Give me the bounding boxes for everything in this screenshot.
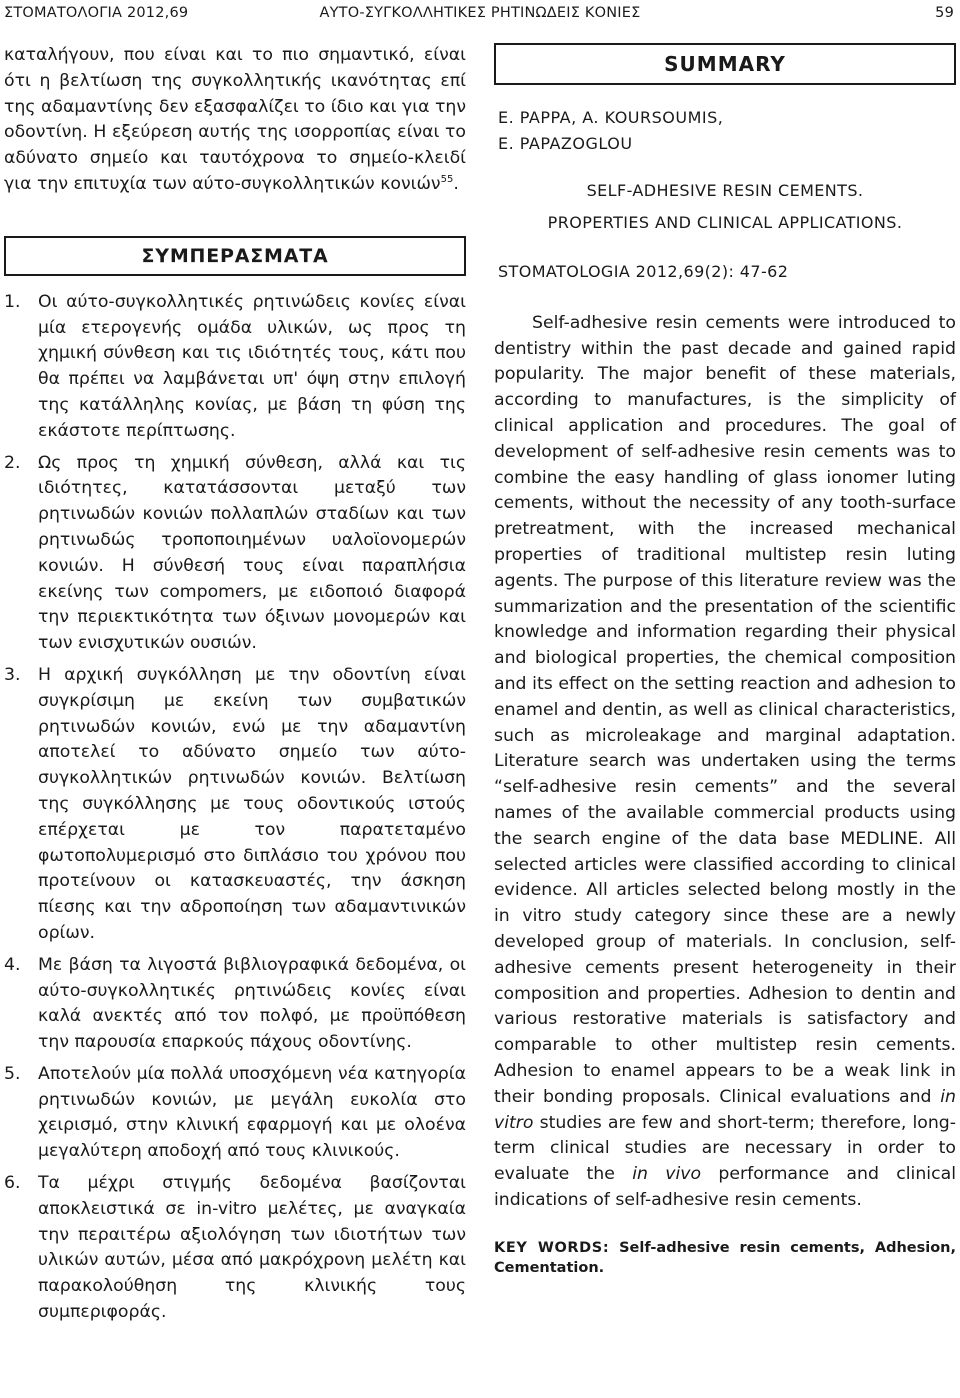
list-item: [4, 1171, 466, 1326]
list-item: [4, 953, 466, 1056]
conclusions-list: [4, 290, 466, 1326]
list-number: 2.: [4, 452, 21, 473]
list-item: [4, 1062, 466, 1165]
title-line: SELF-ADHESIVE RESIN CEMENTS.: [586, 181, 864, 200]
intro-end: .: [453, 173, 459, 194]
citation: STOMATOLOGIA 2012,69(2): 47-62: [498, 262, 789, 281]
keywords: [494, 1238, 956, 1278]
abstract-italic: in vivo: [632, 1164, 702, 1185]
list-item-text: Με βάση τα λιγοστά βιβλιογραφικά δεδομένα, οι αύτο-συγκολλητικές ρητινώδεις κονίες είναι καλά ανεκτές από τον πολφό, με προϋπόθεση την παρουσία επαρκούς πάχους οδοντίνης.: [38, 954, 466, 1053]
list-item: [4, 451, 466, 657]
article-title-header: ΑΥΤΟ-ΣΥΓΚΟΛΛΗΤΙΚΕΣ ΡΗΤΙΝΩΔΕΙΣ ΚΟΝΙΕΣ: [319, 5, 641, 21]
authors-line: E. PAPAZOGLOU: [498, 134, 633, 153]
intro-paragraph: [4, 43, 466, 198]
reference-superscript: 55: [440, 173, 454, 185]
summary-heading: SUMMARY: [494, 43, 956, 85]
abstract-italic: in vitro: [494, 1086, 956, 1133]
left-column: [4, 43, 466, 1332]
list-item: [4, 663, 466, 947]
journal-header: ΣΤΟΜΑΤΟΛΟΓΙΑ 2012,69: [4, 5, 189, 21]
list-item-text: Αποτελούν μία πολλά υποσχόμενη νέα κατηγορία ρητινωδών κονιών, με μεγάλη ευκολία στο χειρισμό, στην κλινική εφαρμογή και με ολοένα μεγαλύτερη αποδοχή από τους κλινικούς.: [38, 1063, 466, 1162]
page-number: 59: [935, 5, 954, 21]
authors-line: E. PAPPA, A. KOURSOUMIS,: [498, 108, 724, 127]
list-number: 5.: [4, 1063, 21, 1084]
running-header: [0, 0, 960, 30]
list-item-text: Η αρχική συγκόλληση με την οδοντίνη είναι συγκρίσιμη με εκείνη των συμβατικών ρητινωδών κονιών, ενώ με την αδαμαντίνη αποτελεί το αδύνατο σημείο των αύτο-συγκολλητικών ρητινωδών κονιών. Βελτίωση της συγκόλλησης με τους οδοντικούς ιστούς επέρχεται με τον παρατεταμένο φωτοπολυμερισμό στο διπλάσιο του χρόνου που προτείνουν οι κατασκευαστές, την άσκηση πίεσης και την αδροποίηση των αδαμαντινικών ορίων.: [38, 664, 466, 943]
list-item-text: Ως προς τη χημική σύνθεση, αλλά και τις ιδιότητες, κατατάσσονται μεταξύ των ρητινωδών κονιών πολλαπλών σταδίων και των ρητινωδώς τροποποιημένων υαλοϊονομερών κονιών. Η σύνθεσή τους είναι παραπλήσια εκείνης των compomers, με ειδοποιό διαφορά την περιεκτικότητα των όξινων μονομερών και των ενισχυτικών ουσιών.: [38, 452, 466, 654]
list-item-text: Τα μέχρι στιγμής δεδομένα βασίζονται αποκλειστικά σε in-vitro μελέτες, με αναγκαία την περαιτέρω αξιολόγηση των ιδιοτήτων των υλικών αυτών, μέσα από μακρόχρονη μελέτη και παρακολούθηση της κλινικής τους συμπεριφοράς.: [38, 1173, 466, 1323]
abstract-text: performance and clinical indications of self-adhesive resin cements.: [494, 1164, 956, 1210]
list-item-text: Οι αύτο-συγκολλητικές ρητινώδεις κονίες είναι μία ετερογενής ομάδα υλικών, ως προς τη χημική σύνθεση και τις ιδιότητές τους, κάτι που θα πρέπει να λαμβάνεται υπ' όψη στην επιλογή της κατάλληλης κονίας, με βάση τη φύση της εκάστοτε περίπτωσης.: [38, 291, 466, 441]
list-number: 6.: [4, 1173, 21, 1194]
list-number: 4.: [4, 954, 21, 975]
english-title: [494, 175, 956, 239]
list-number: 1.: [4, 291, 21, 312]
intro-text: καταλήγουν, που είναι και το πιο σημαντικό, είναι ότι η βελτίωση της συγκολλητικής ικανότητας επί της αδαμαντίνης δεν εξασφαλίζει το ίδιο και για την οδοντίνη. Η εξεύρεση αυτής της ισορροπίας είναι το αδύνατο σημείο και ταυτόχρονα το σημείο-κλειδί για την επιτυχία των αύτο-συγκολλητικών κονιών: [4, 45, 466, 194]
list-item: [4, 290, 466, 445]
abstract-text: Self-adhesive resin cements were introduced to dentistry within the past decade and gained rapid popularity. The major benefit of these materials, according to manufactures, is the simplicity of clinical application and procedures. The goal of development of self-adhesive resin cements was to combine the easy handling of glass ionomer luting cements, without the necessity of any tooth-surface pretreatment, with the increased mechanical properties of traditional multistep resin luting agents. The purpose of this literature review was the summarization and the presentation of the scientific knowledge and information regarding their physical and biological properties, the chemical composition and its effect on the setting reaction and adhesion to enamel and dentin, as well as clinical characteristics, such as microleakage and marginal adaptation. Literature search was undertaken using the terms “self-adhesive resin cements” and the several names of the available commercial products using the search engine of the data base MEDLINE. All selected articles were classified according to clinical evidence. All articles selected belong mostly in the in vitro study category since these are a newly developed group of materials. In conclusion, self-adhesive cements present heterogeneity in their composition and properties. Adhesion to dentin and various restorative materials is satisfactory and comparable to other multistep resin cements. Adhesion to enamel appears to be a weak link in their bonding proposals. Clinical evaluations and: [494, 312, 956, 1107]
right-column: [494, 43, 956, 1278]
authors: [494, 105, 956, 157]
abstract-text: studies are few and short-term; therefore, long-term clinical studies are necessary in order to evaluate the: [494, 1112, 956, 1185]
list-number: 3.: [4, 664, 21, 685]
conclusions-heading: ΣΥΜΠΕΡΑΣΜΑΤΑ: [4, 236, 466, 276]
keywords-label: KEY WORDS:: [494, 1239, 610, 1256]
keywords-text: Self-adhesive resin cements, Adhesion, Cementation.: [494, 1239, 956, 1276]
title-line: PROPERTIES AND CLINICAL APPLICATIONS.: [547, 213, 903, 232]
abstract: [494, 311, 956, 1214]
